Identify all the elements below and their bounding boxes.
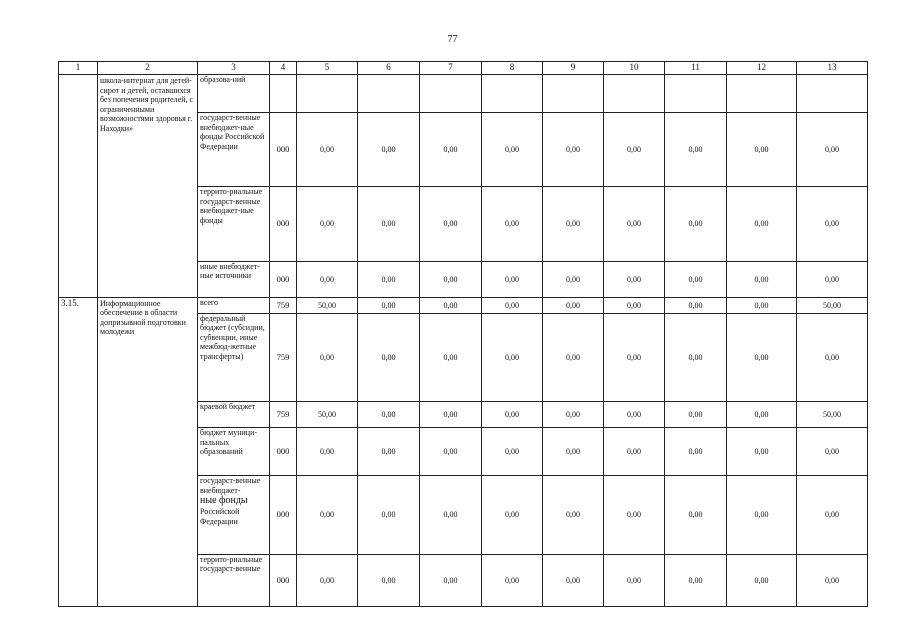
value-cell: 0,00 (727, 313, 797, 401)
code-cell: 759 (270, 297, 297, 313)
value-cell: 0,00 (543, 297, 604, 313)
value-cell: 0,00 (727, 261, 797, 297)
value-cell: 0,00 (358, 261, 420, 297)
value-cell: 0,00 (727, 402, 797, 428)
code-cell (270, 75, 297, 113)
funding-source-line: ные фонды (200, 495, 248, 507)
col-header-1: 1 (59, 62, 98, 75)
value-cell: 0,00 (797, 261, 868, 297)
activity-name-cell: школа-интернат для детей-сирот и детей, оставшихся без попечения родителей, с ограниченными возможностями здоровья г. Находки» (98, 75, 198, 298)
col-header-9: 9 (543, 62, 604, 75)
value-cell: 0,00 (604, 261, 665, 297)
value-cell: 0,00 (482, 113, 543, 187)
value-cell: 0,00 (297, 187, 358, 261)
funding-source-line: Российской Федерации (200, 507, 240, 526)
code-cell: 759 (270, 313, 297, 401)
value-cell: 0,00 (543, 313, 604, 401)
value-cell: 0,00 (358, 402, 420, 428)
value-cell: 0,00 (482, 428, 543, 476)
column-header-row (59, 62, 868, 75)
value-cell: 0,00 (797, 428, 868, 476)
value-cell: 0,00 (420, 297, 482, 313)
value-cell (420, 75, 482, 113)
value-cell: 0,00 (604, 113, 665, 187)
value-cell: 0,00 (797, 187, 868, 261)
value-cell: 0,00 (727, 113, 797, 187)
value-cell: 0,00 (665, 297, 727, 313)
funding-source-cell: краевой бюджет (198, 402, 270, 428)
value-cell: 0,00 (543, 476, 604, 554)
value-cell: 0,00 (727, 554, 797, 606)
value-cell: 0,00 (727, 297, 797, 313)
value-cell: 0,00 (665, 428, 727, 476)
value-cell: 0,00 (420, 313, 482, 401)
value-cell: 0,00 (358, 297, 420, 313)
value-cell: 0,00 (797, 476, 868, 554)
value-cell: 0,00 (420, 187, 482, 261)
value-cell: 0,00 (604, 554, 665, 606)
value-cell (358, 75, 420, 113)
value-cell: 0,00 (797, 113, 868, 187)
col-header-12: 12 (727, 62, 797, 75)
value-cell: 0,00 (297, 313, 358, 401)
activity-name-cell: Информационное обеспечение в области допризывной подготовки молодежи (98, 297, 198, 606)
col-header-7: 7 (420, 62, 482, 75)
value-cell: 0,00 (482, 313, 543, 401)
value-cell: 0,00 (358, 313, 420, 401)
value-cell: 0,00 (727, 187, 797, 261)
value-cell (665, 75, 727, 113)
value-cell (797, 75, 868, 113)
code-cell: 000 (270, 554, 297, 606)
value-cell: 0,00 (420, 113, 482, 187)
value-cell: 0,00 (727, 476, 797, 554)
value-cell (297, 75, 358, 113)
value-cell: 0,00 (604, 402, 665, 428)
col-header-3: 3 (198, 62, 270, 75)
value-cell: 0,00 (358, 187, 420, 261)
value-cell: 0,00 (420, 402, 482, 428)
value-cell: 0,00 (604, 313, 665, 401)
code-cell: 000 (270, 428, 297, 476)
value-cell: 0,00 (665, 261, 727, 297)
value-cell: 0,00 (604, 476, 665, 554)
col-header-10: 10 (604, 62, 665, 75)
value-cell: 0,00 (420, 261, 482, 297)
col-header-13: 13 (797, 62, 868, 75)
value-cell: 0,00 (604, 297, 665, 313)
value-cell: 0,00 (665, 476, 727, 554)
value-cell: 0,00 (482, 476, 543, 554)
value-cell: 0,00 (665, 187, 727, 261)
value-cell: 0,00 (543, 554, 604, 606)
value-cell: 0,00 (420, 476, 482, 554)
code-cell: 000 (270, 261, 297, 297)
code-cell: 000 (270, 113, 297, 187)
value-cell: 50,00 (797, 402, 868, 428)
value-cell: 0,00 (482, 297, 543, 313)
value-cell (543, 75, 604, 113)
value-cell (482, 75, 543, 113)
funding-source-cell: всего (198, 297, 270, 313)
value-cell: 0,00 (297, 428, 358, 476)
value-cell: 0,00 (665, 402, 727, 428)
value-cell: 0,00 (482, 261, 543, 297)
col-header-6: 6 (358, 62, 420, 75)
value-cell: 0,00 (665, 113, 727, 187)
funding-source-cell: государст-венные внебюджет-ные фонды Российской Федерации (198, 113, 270, 187)
page-number: 77 (447, 34, 458, 45)
funding-source-cell: иные внебюджет-ные источники (198, 261, 270, 297)
value-cell: 0,00 (358, 428, 420, 476)
value-cell: 0,00 (358, 554, 420, 606)
col-header-8: 8 (482, 62, 543, 75)
value-cell: 0,00 (604, 428, 665, 476)
code-cell: 000 (270, 187, 297, 261)
value-cell: 0,00 (543, 402, 604, 428)
value-cell (727, 75, 797, 113)
col-header-2: 2 (98, 62, 198, 75)
funding-source-cell (198, 476, 270, 554)
col-header-4: 4 (270, 62, 297, 75)
value-cell: 0,00 (727, 428, 797, 476)
row-number-cell: 3.15. (59, 297, 98, 606)
value-cell: 0,00 (665, 554, 727, 606)
value-cell: 0,00 (297, 476, 358, 554)
value-cell: 0,00 (665, 313, 727, 401)
funding-source-cell: бюджет муници-пальных образований (198, 428, 270, 476)
budget-table (58, 61, 868, 607)
code-cell: 759 (270, 402, 297, 428)
funding-source-line: государст-венные внебюджет- (200, 476, 261, 495)
col-header-5: 5 (297, 62, 358, 75)
table-row (59, 75, 868, 113)
funding-source-cell: федеральный бюджет (субсидии, субвенции, иные межбюд-жетные трансферты) (198, 313, 270, 401)
value-cell: 0,00 (482, 402, 543, 428)
value-cell: 0,00 (482, 554, 543, 606)
value-cell: 0,00 (358, 113, 420, 187)
value-cell: 0,00 (297, 113, 358, 187)
table-row (59, 297, 868, 313)
value-cell: 0,00 (604, 187, 665, 261)
value-cell: 0,00 (297, 261, 358, 297)
value-cell (604, 75, 665, 113)
value-cell: 0,00 (543, 187, 604, 261)
value-cell: 0,00 (482, 187, 543, 261)
value-cell: 0,00 (543, 113, 604, 187)
value-cell: 0,00 (420, 428, 482, 476)
value-cell: 0,00 (297, 554, 358, 606)
funding-source-cell: образова-ний (198, 75, 270, 113)
row-number-cell (59, 75, 98, 298)
value-cell: 0,00 (543, 261, 604, 297)
value-cell: 50,00 (297, 297, 358, 313)
value-cell: 50,00 (297, 402, 358, 428)
value-cell: 0,00 (797, 554, 868, 606)
value-cell: 0,00 (358, 476, 420, 554)
funding-source-cell: террито-риальные государст-венные внебюджет-ные фонды (198, 187, 270, 261)
value-cell: 0,00 (543, 428, 604, 476)
funding-source-cell: террито-риальные государст-венные (198, 554, 270, 606)
code-cell: 000 (270, 476, 297, 554)
value-cell: 50,00 (797, 297, 868, 313)
value-cell: 0,00 (420, 554, 482, 606)
value-cell: 0,00 (797, 313, 868, 401)
col-header-11: 11 (665, 62, 727, 75)
